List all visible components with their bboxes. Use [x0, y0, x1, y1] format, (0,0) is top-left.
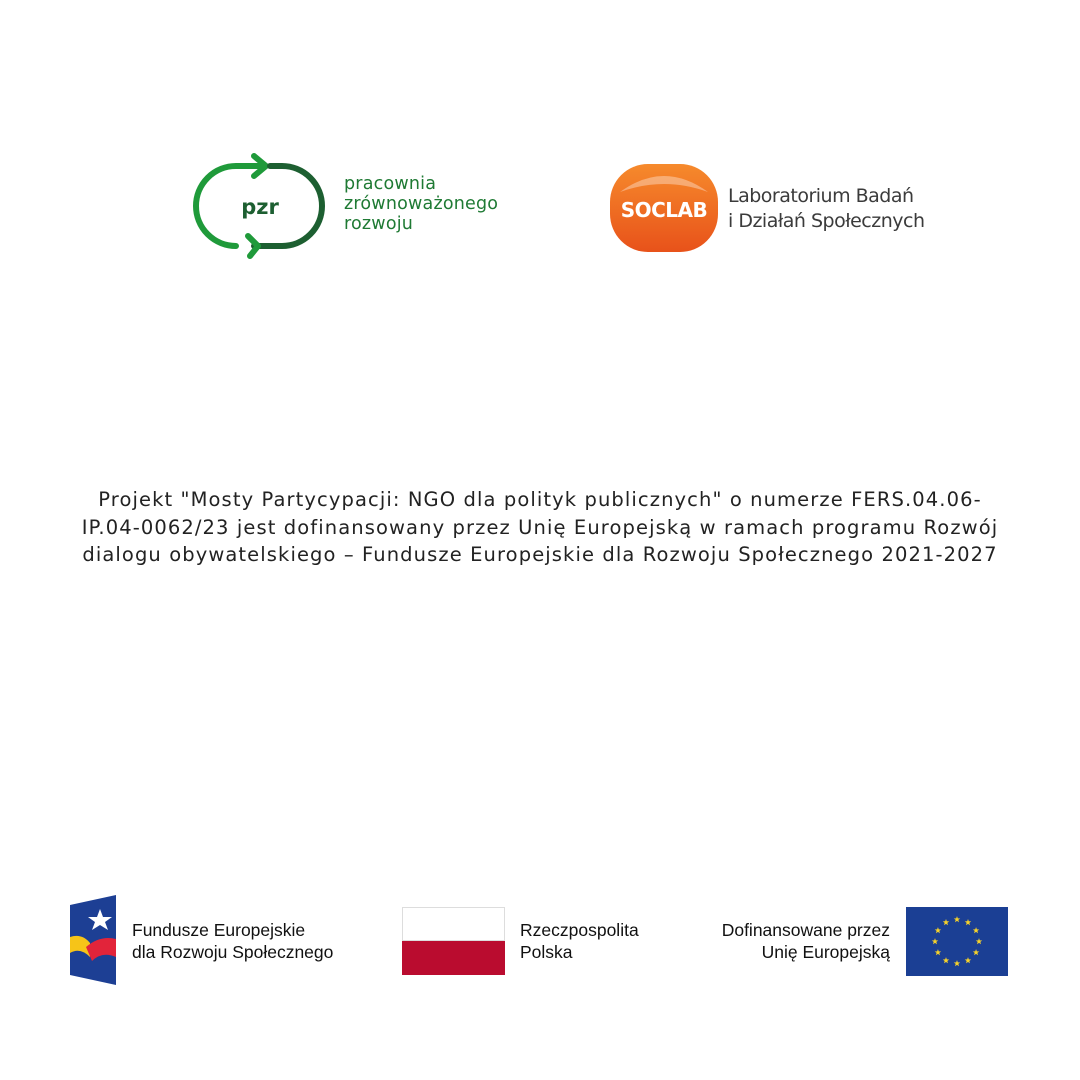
soclab-badge-text: SOCLAB: [620, 198, 708, 222]
soclab-line-2: i Działań Społecznych: [728, 210, 925, 232]
fe-line-1: Fundusze Europejskie: [132, 920, 306, 940]
eu-flag-icon: [906, 907, 1008, 976]
eu-line-1: Dofinansowane przez: [721, 920, 890, 940]
pzr-cycle-icon: [192, 152, 328, 262]
pzr-line-1: pracownia: [344, 174, 437, 194]
soclab-badge-icon: [608, 162, 720, 254]
eu-line-2: Unię Europejską: [761, 942, 890, 962]
rp-line-1: Rzeczpospolita: [520, 920, 639, 940]
rp-logo: [402, 907, 672, 977]
pzr-logo: [192, 152, 532, 262]
fe-logo: [70, 893, 370, 987]
poland-flag-icon: [402, 907, 505, 975]
pzr-mark-text: pzr: [241, 195, 279, 219]
rp-line-2: Polska: [520, 942, 573, 962]
soclab-name: [728, 184, 925, 234]
fe-flag-icon: [70, 895, 118, 985]
eu-logo: [690, 907, 1010, 977]
pzr-name: [344, 174, 498, 234]
fe-name: [132, 919, 333, 963]
eu-name: [722, 919, 890, 963]
pzr-line-2: zrównoważonego: [344, 194, 499, 214]
project-description: Projekt "Mosty Partycypacji: NGO dla polityk publicznych" o numerze FERS.04.06-IP.04-0062/23 jest dofinansowany przez Unię Europejską w ramach programu Rozwój dialogu obywatelskiego – Fundusze Europejskie dla Rozwoju Społecznego 2021-2027: [81, 488, 999, 566]
pzr-line-3: rozwoju: [344, 214, 414, 234]
soclab-line-1: Laboratorium Badań: [728, 185, 914, 207]
soclab-logo: [608, 162, 948, 256]
rp-name: [520, 919, 639, 963]
fe-line-2: dla Rozwoju Społecznego: [132, 942, 334, 962]
